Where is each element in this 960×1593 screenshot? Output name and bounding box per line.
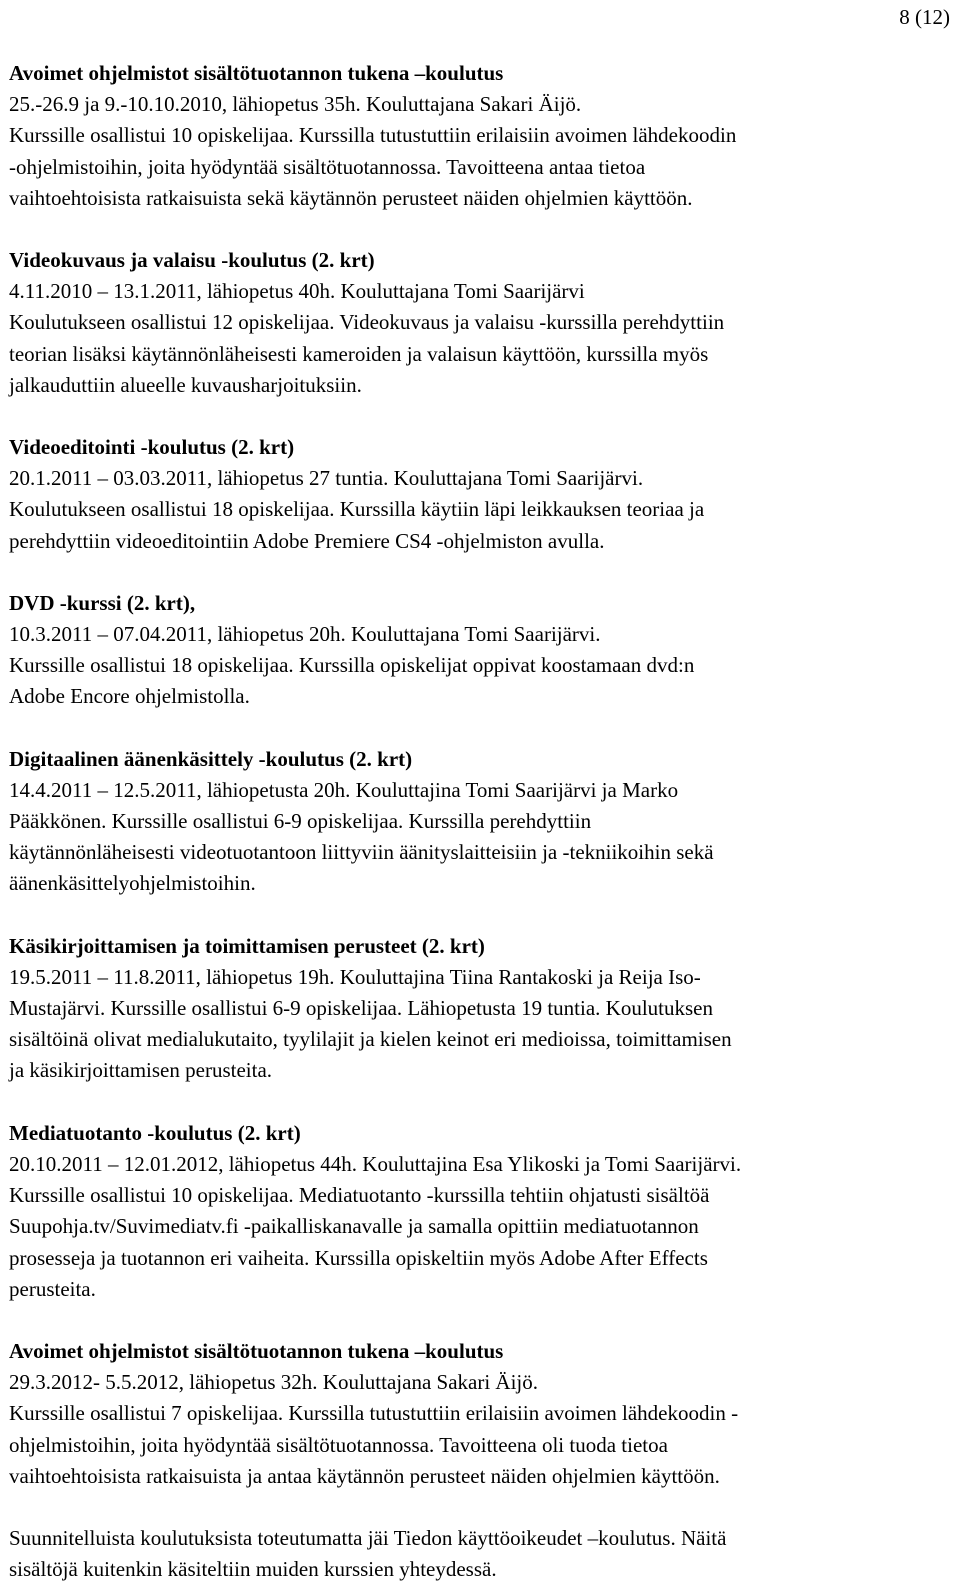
paragraph-line: Kurssille osallistui 18 opiskelijaa. Kurssilla opiskelijat oppivat koostamaan dvd:n: [9, 653, 695, 678]
paragraph-line: käytännönläheisesti videotuotantoon liittyviin äänityslaitteisiin ja -tekniikoihin sekä: [9, 840, 714, 865]
paragraph-line: vaihtoehtoisista ratkaisuista ja antaa käytännön perusteet näiden ohjelmien käyttöön.: [9, 1463, 720, 1488]
section-heading: Digitaalinen äänenkäsittely -koulutus (2. krt): [9, 746, 413, 771]
section-heading: Avoimet ohjelmistot sisältötuotannon tukena –koulutus: [9, 61, 504, 85]
section-heading: Avoimet ohjelmistot sisältötuotannon tukena –koulutus: [9, 1338, 504, 1363]
paragraph-line: 14.4.2011 – 12.5.2011, lähiopetusta 20h. Kouluttajina Tomi Saarijärvi ja Marko: [9, 777, 679, 802]
paragraph-line: 19.5.2011 – 11.8.2011, lähiopetus 19h. Kouluttajina Tiina Rantakoski ja Reija Iso-: [9, 964, 701, 989]
paragraph-line: Kurssille osallistui 10 opiskelijaa. Kurssilla tutustuttiin erilaisiin avoimen lähdekoodin: [9, 123, 737, 148]
section-heading: Videokuvaus ja valaisu -koulutus (2. krt): [9, 248, 375, 273]
section-heading: Videoeditointi -koulutus (2. krt): [9, 435, 295, 460]
page-number: 8 (12): [899, 5, 950, 29]
paragraph-line: ja käsikirjoittamisen perusteita.: [9, 1058, 273, 1083]
paragraph-line: -ohjelmistoihin, joita hyödyntää sisältötuotannossa. Tavoitteena antaa tietoa: [9, 154, 646, 179]
paragraph-line: Koulutukseen osallistui 12 opiskelijaa. Videokuvaus ja valaisu -kurssilla perehdyttiin: [9, 310, 725, 335]
paragraph-line: ohjelmistoihin, joita hyödyntää sisältötuotannossa. Tavoitteena oli tuoda tietoa: [9, 1432, 668, 1457]
section-closing-note: [9, 1523, 954, 1585]
paragraph-line: prosesseja ja tuotannon eri vaiheita. Kurssilla opiskeltiin myös Adobe After Effects: [9, 1245, 708, 1270]
paragraph-line: 4.11.2010 – 13.1.2011, lähiopetus 40h. Kouluttajana Tomi Saarijärvi: [9, 279, 585, 304]
paragraph-line: sisältöjä kuitenkin käsiteltiin muiden kurssien yhteydessä.: [9, 1557, 497, 1582]
paragraph-line: vaihtoehtoisista ratkaisuista sekä käytännön perusteet näiden ohjelmien käyttöön.: [9, 185, 693, 210]
paragraph-line: Pääkkönen. Kurssille osallistui 6-9 opiskelijaa. Kurssilla perehdyttiin: [9, 809, 592, 834]
section-avoimet-ohjelmistot-2010: [9, 58, 954, 214]
section-heading: Käsikirjoittamisen ja toimittamisen perusteet (2. krt): [9, 933, 485, 958]
paragraph-line: sisältöinä olivat medialukutaito, tyylilajit ja kielen keinot eri medioissa, toimittamisen: [9, 1027, 732, 1052]
paragraph-line: Koulutukseen osallistui 18 opiskelijaa. Kurssilla käytiin läpi leikkauksen teoriaa ja: [9, 497, 705, 522]
paragraph-line: Kurssille osallistui 10 opiskelijaa. Mediatuotanto -kurssilla tehtiin ohjatusti sisältöä: [9, 1183, 710, 1208]
paragraph-line: Mustajärvi. Kurssille osallistui 6-9 opiskelijaa. Lähiopetusta 19 tuntia. Koulutuksen: [9, 996, 713, 1021]
section-videokuvaus: [9, 245, 954, 401]
paragraph-line: Adobe Encore ohjelmistolla.: [9, 684, 250, 709]
paragraph-line: 25.-26.9 ja 9.-10.10.2010, lähiopetus 35h. Kouluttajana Sakari Äijö.: [9, 92, 582, 117]
section-mediatuotanto: [9, 1118, 954, 1305]
section-digitaalinen-aanenkasittely: [9, 744, 954, 900]
section-videoeditointi: [9, 432, 954, 557]
section-avoimet-ohjelmistot-2012: [9, 1336, 954, 1492]
paragraph-line: Kurssille osallistui 7 opiskelijaa. Kurssilla tutustuttiin erilaisiin avoimen lähdekoodin -: [9, 1401, 739, 1426]
paragraph-line: perehdyttiin videoeditointiin Adobe Premiere CS4 -ohjelmiston avulla.: [9, 528, 605, 553]
section-kasikirjoittaminen: [9, 931, 954, 1087]
paragraph-line: jalkauduttiin alueelle kuvausharjoituksiin.: [9, 372, 362, 397]
section-dvd-kurssi: [9, 588, 954, 713]
paragraph-line: äänenkäsittelyohjelmistoihin.: [9, 871, 256, 896]
paragraph-line: 10.3.2011 – 07.04.2011, lähiopetus 20h. Kouluttajana Tomi Saarijärvi.: [9, 622, 601, 647]
paragraph-line: perusteita.: [9, 1276, 96, 1301]
paragraph-line: 29.3.2012- 5.5.2012, lähiopetus 32h. Kouluttajana Sakari Äijö.: [9, 1370, 539, 1395]
paragraph-line: 20.10.2011 – 12.01.2012, lähiopetus 44h. Kouluttajina Esa Ylikoski ja Tomi Saarijärvi.: [9, 1151, 742, 1176]
paragraph-line: 20.1.2011 – 03.03.2011, lähiopetus 27 tuntia. Kouluttajana Tomi Saarijärvi.: [9, 466, 644, 491]
document-body: [9, 58, 954, 1585]
section-heading: DVD -kurssi (2. krt),: [9, 590, 196, 615]
section-heading: Mediatuotanto -koulutus (2. krt): [9, 1120, 301, 1145]
paragraph-line: Suupohja.tv/Suvimediatv.fi -paikalliskanavalle ja samalla opittiin mediatuotannon: [9, 1214, 699, 1239]
paragraph-line: teorian lisäksi käytännönläheisesti kameroiden ja valaisun käyttöön, kurssilla myös: [9, 341, 709, 366]
paragraph-line: Suunnitelluista koulutuksista toteutumatta jäi Tiedon käyttöoikeudet –koulutus. Näitä: [9, 1525, 727, 1550]
